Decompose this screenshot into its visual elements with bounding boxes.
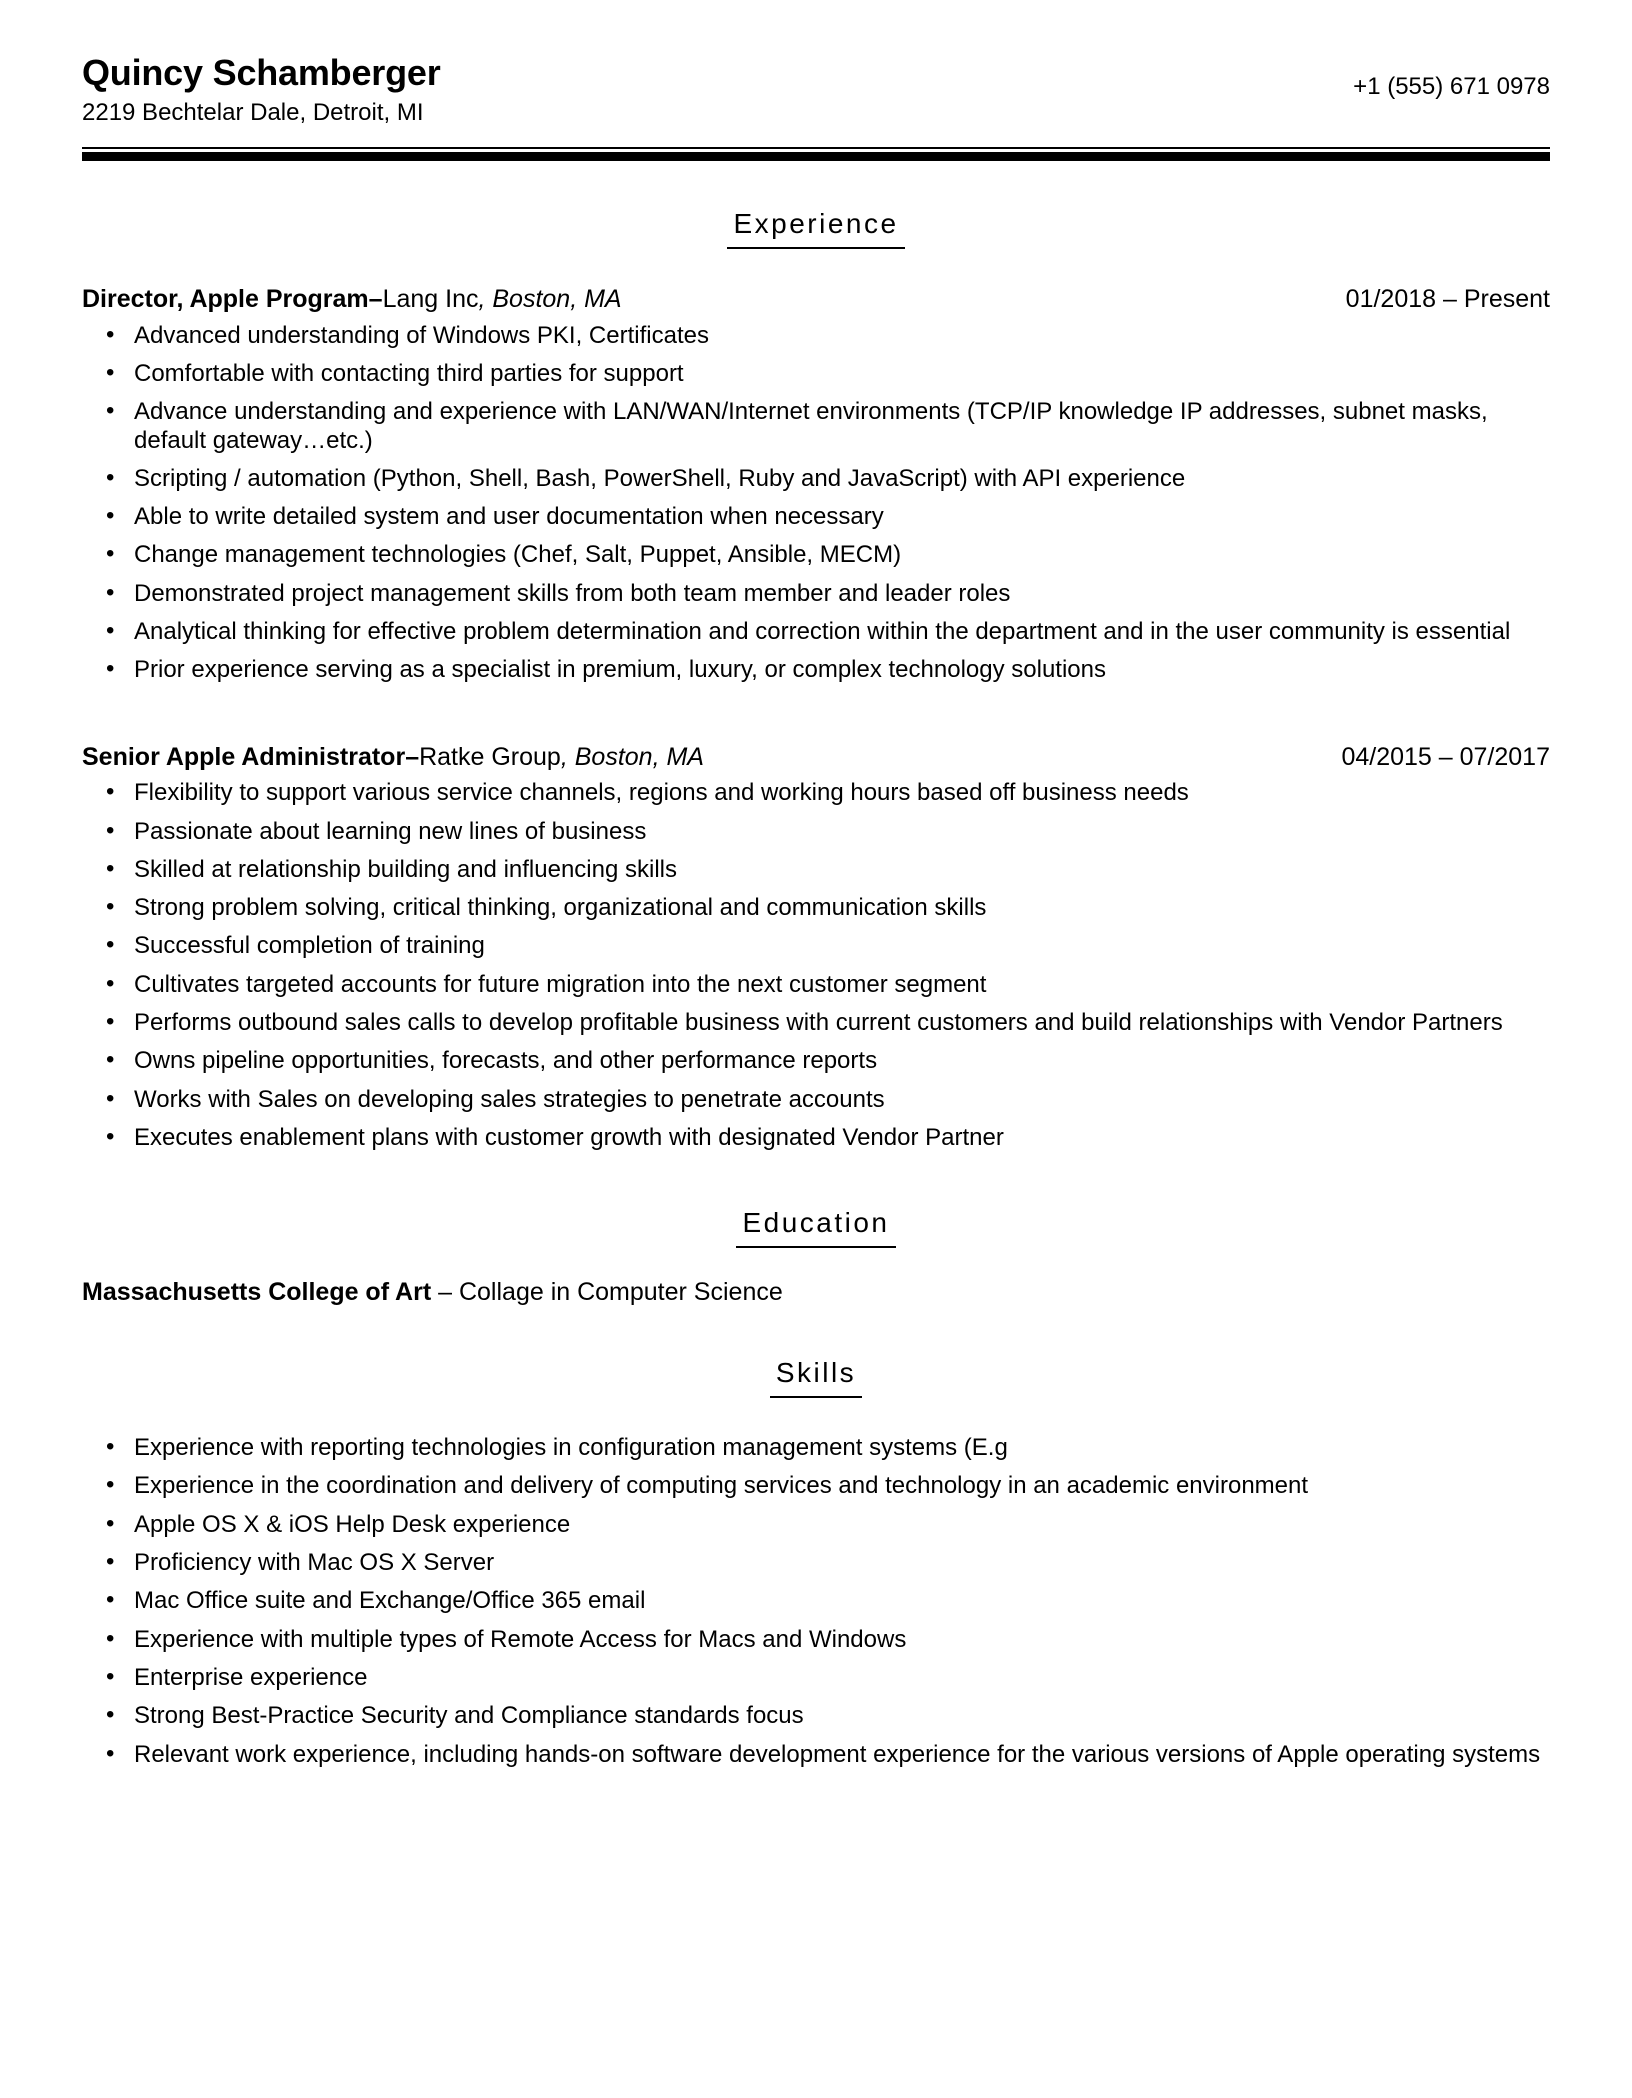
job-title-separator: – [368,285,383,314]
job-company: Lang Inc [382,285,479,314]
skills-heading-spacer [82,1308,1550,1356]
job-dates: 01/2018 – Present [1345,285,1550,314]
experience-entry [82,283,1550,685]
skills-section-heading [82,1356,1550,1398]
experience-entry-title-line [82,283,622,316]
list-item: • Passionate about learning new lines of business [82,818,1550,846]
experience-heading-spacer [82,161,1550,207]
education-degree: Collage in Computer Science [458,1277,783,1306]
job-title-separator: – [405,742,420,771]
header-divider [82,147,1550,161]
list-item: • Successful completion of training [82,932,1550,960]
contact-phone-block [1353,52,1550,102]
experience-entry-header [82,283,1550,316]
resume-header [82,52,1550,128]
experience-entry [82,741,1550,1153]
education-section [82,1152,1550,1308]
education-entry [82,1276,1550,1309]
list-item: • Demonstrated project management skills from both team member and leader roles [82,580,1550,608]
candidate-address: 2219 Bechtelar Dale, Detroit, MI [82,99,424,127]
list-item: • Able to write detailed system and user documentation when necessary [82,503,1550,531]
list-item: • Change management technologies (Chef, Salt, Puppet, Ansible, MECM) [82,541,1550,569]
list-item: • Enterprise experience [82,1664,1550,1692]
list-item: • Skilled at relationship building and influencing skills [82,856,1550,884]
list-item: • Experience with reporting technologies in configuration management systems (E.g [82,1434,1550,1462]
list-item: • Strong problem solving, critical thinking, organizational and communication skills [82,894,1550,922]
experience-entry-title-line [82,741,704,774]
job-location: , Boston, MA [560,742,704,771]
job-company: Ratke Group [419,742,561,771]
list-item: • Apple OS X & iOS Help Desk experience [82,1511,1550,1539]
education-school: Massachusetts College of Art [82,1277,432,1306]
list-item: • Experience with multiple types of Remote Access for Macs and Windows [82,1626,1550,1654]
skills-heading-bottom-spacer [82,1398,1550,1428]
experience-entry-bullets [82,779,1550,1152]
header-divider-thick-bar [82,152,1550,161]
candidate-phone: +1 (555) 671 0978 [1353,73,1550,100]
list-item: • Prior experience serving as a specialist in premium, luxury, or complex technology solutions [82,656,1550,684]
list-item: • Comfortable with contacting third parties for support [82,360,1550,388]
education-heading-spacer [82,1152,1550,1206]
list-item: • Executes enablement plans with customer growth with designated Vendor Partner [82,1124,1550,1152]
list-item: • Mac Office suite and Exchange/Office 365 email [82,1587,1550,1615]
list-item: • Flexibility to support various service channels, regions and working hours based off business needs [82,779,1550,807]
job-title: Senior Apple Administrator [82,742,406,771]
list-item: • Relevant work experience, including hands-on software development experience for the various versions of Apple operating systems [82,1741,1550,1769]
education-heading-label: Education [736,1206,895,1248]
experience-heading-bottom-spacer [82,249,1550,283]
list-item: • Performs outbound sales calls to develop profitable business with current customers and build relationships with Vendor Partners [82,1009,1550,1037]
list-item: • Experience in the coordination and delivery of computing services and technology in an academic environment [82,1472,1550,1500]
list-item: • Advanced understanding of Windows PKI, Certificates [82,322,1550,350]
list-item: • Cultivates targeted accounts for future migration into the next customer segment [82,971,1550,999]
skills-section [82,1308,1550,1768]
skills-heading-label: Skills [770,1356,862,1398]
list-item: • Strong Best-Practice Security and Compliance standards focus [82,1702,1550,1730]
list-item: • Analytical thinking for effective problem determination and correction within the department and in the user community is essential [82,618,1550,646]
list-item: • Scripting / automation (Python, Shell, Bash, PowerShell, Ruby and JavaScript) with API experience [82,465,1550,493]
list-item: • Proficiency with Mac OS X Server [82,1549,1550,1577]
list-item: • Owns pipeline opportunities, forecasts, and other performance reports [82,1047,1550,1075]
list-item: • Works with Sales on developing sales strategies to penetrate accounts [82,1086,1550,1114]
experience-heading-label: Experience [727,207,904,249]
contact-block [82,52,1353,128]
skills-list [82,1434,1550,1769]
education-separator: – [431,1277,459,1306]
education-section-heading [82,1206,1550,1248]
experience-entry-bullets [82,322,1550,685]
experience-entry-header [82,741,1550,774]
experience-section [82,161,1550,1152]
list-item: • Advance understanding and experience with LAN/WAN/Internet environments (TCP/IP knowledge IP addresses, subnet masks, default gateway…etc.) [82,398,1550,455]
education-heading-bottom-spacer [82,1248,1550,1276]
job-title: Director, Apple Program [82,285,369,314]
job-dates: 04/2015 – 07/2017 [1341,742,1550,771]
experience-section-heading [82,207,1550,249]
job-location: , Boston, MA [478,285,622,314]
candidate-name: Quincy Schamberger [82,52,441,93]
